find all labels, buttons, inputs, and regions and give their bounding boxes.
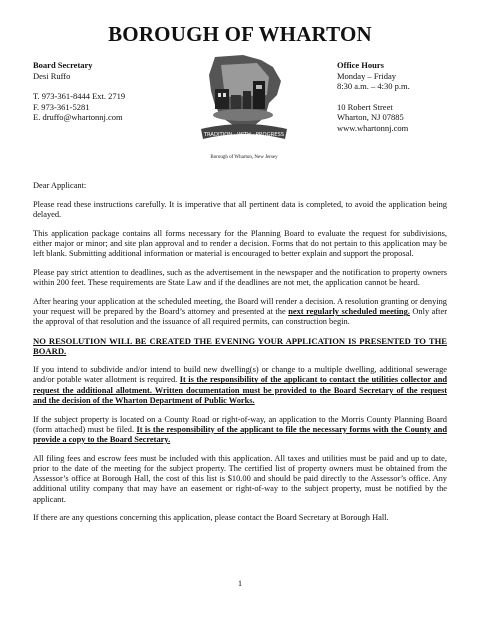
salutation: Dear Applicant: xyxy=(33,181,87,190)
paragraph-deadlines: Please pay strict attention to deadlines, such as the advertisement in the newspaper and the notification to property owners within 200 feet. These requirements are State Law and if the deadlines are not met, the application cannot be heard. xyxy=(33,268,447,288)
secretary-email: E. druffo@whartonnj.com xyxy=(33,112,123,122)
page-number: 1 xyxy=(237,578,243,588)
office-info xyxy=(337,60,410,133)
resolution-notice: NO RESOLUTION WILL BE CREATED THE EVENING YOUR APPLICATION IS PRESENTED TO THE BOARD. xyxy=(33,336,447,357)
borough-seal xyxy=(181,51,307,166)
paragraph-fees: All filing fees and escrow fees must be included with this application. All taxes and utilities must be paid and up to date, prior to the date of the meeting for the subject property. The certified list of property owners must be obtained from the Assessor’s office at Borough Hall, the cost of this list is $10.00 and should be paid directly to the Assessor’s office. Any additional utility company that may have an easement or right-of-way to the subject property, must be notified by the applicant. xyxy=(33,453,447,504)
seal-graphic xyxy=(181,51,307,166)
secretary-contact xyxy=(33,60,125,123)
paragraph-county: If the subject property is located on a County Road or right-of-way, an application to the Morris County Planning Board (form attached) must be filed. It is the responsibility of the applicant to file the necessary forms with the County and provide a copy to the Board Secretary. xyxy=(33,414,447,445)
secretary-phone: T. 973-361-8444 Ext. 2719 xyxy=(33,91,126,101)
secretary-name: Desi Ruffo xyxy=(33,70,71,81)
office-days: Monday – Friday xyxy=(337,70,397,81)
seal-caption: Borough of Wharton, New Jersey xyxy=(210,155,278,160)
meeting-emphasis: next regularly scheduled meeting. xyxy=(288,307,410,317)
secretary-fax: F. 973-361-5281 xyxy=(33,101,90,112)
paragraph-instructions: Please read these instructions carefully. It is imperative that all pertinent data is completed, to avoid the application being delayed. xyxy=(33,199,447,219)
county-emphasis: It is the responsibility of the applicant to file the necessary forms with the County and provide a copy to the Board Secretary. xyxy=(33,424,447,445)
secretary-role: Board Secretary xyxy=(33,60,93,70)
paragraph-package: This application package contains all forms necessary for the Planning Board to evaluate the request for subdivisions, either major or minor; and site plan approval and to render a decision. Forms that do not pertain to this application may be left blank. Submitting additional information or material is encouraged to better explain and support the proposal. xyxy=(33,228,447,259)
office-hours-label: Office Hours xyxy=(337,60,384,70)
office-street: 10 Robert Street xyxy=(337,101,393,112)
office-city: Wharton, NJ 07885 xyxy=(337,112,404,122)
paragraph-utilities: If you intend to subdivide and/or intend to build new dwelling(s) or change to a multiple dwelling, additional sewerage and/or potable water allotment is required. It is the responsibility of the applicant to contact the utilities collector and request the additional allotment. Written documentation must be provided to the Board Secretary of the request and the decision of the Wharton Department of Public Works. xyxy=(33,365,448,405)
paragraph-questions: If there are any questions concerning this application, please contact the Board Secretary at Borough Hall. xyxy=(33,513,389,523)
paragraph-resolution: After hearing your application at the scheduled meeting, the Board will render a decision. A resolution granting or denying your request will be prepared by the Board’s attorney and presented at the next regularly scheduled meeting. Only after the approval of that resolution and the issuance of all required permits, can construction begin. xyxy=(33,297,448,327)
page-title: BOROUGH OF WHARTON xyxy=(108,22,372,46)
seal-banner: TRADITION · WITH · PROGRESS xyxy=(203,132,285,138)
office-hours: 8:30 a.m. – 4:30 p.m. xyxy=(337,81,410,91)
office-website[interactable]: www.whartonnj.com xyxy=(337,122,409,133)
utilities-emphasis: It is the responsibility of the applicant to contact the utilities collector and request the additional allotment. Written documentation must be provided to the Board Secretary of the request and the decision of the Wharton Department of Public Works. xyxy=(33,375,448,405)
letter-body xyxy=(33,181,447,532)
